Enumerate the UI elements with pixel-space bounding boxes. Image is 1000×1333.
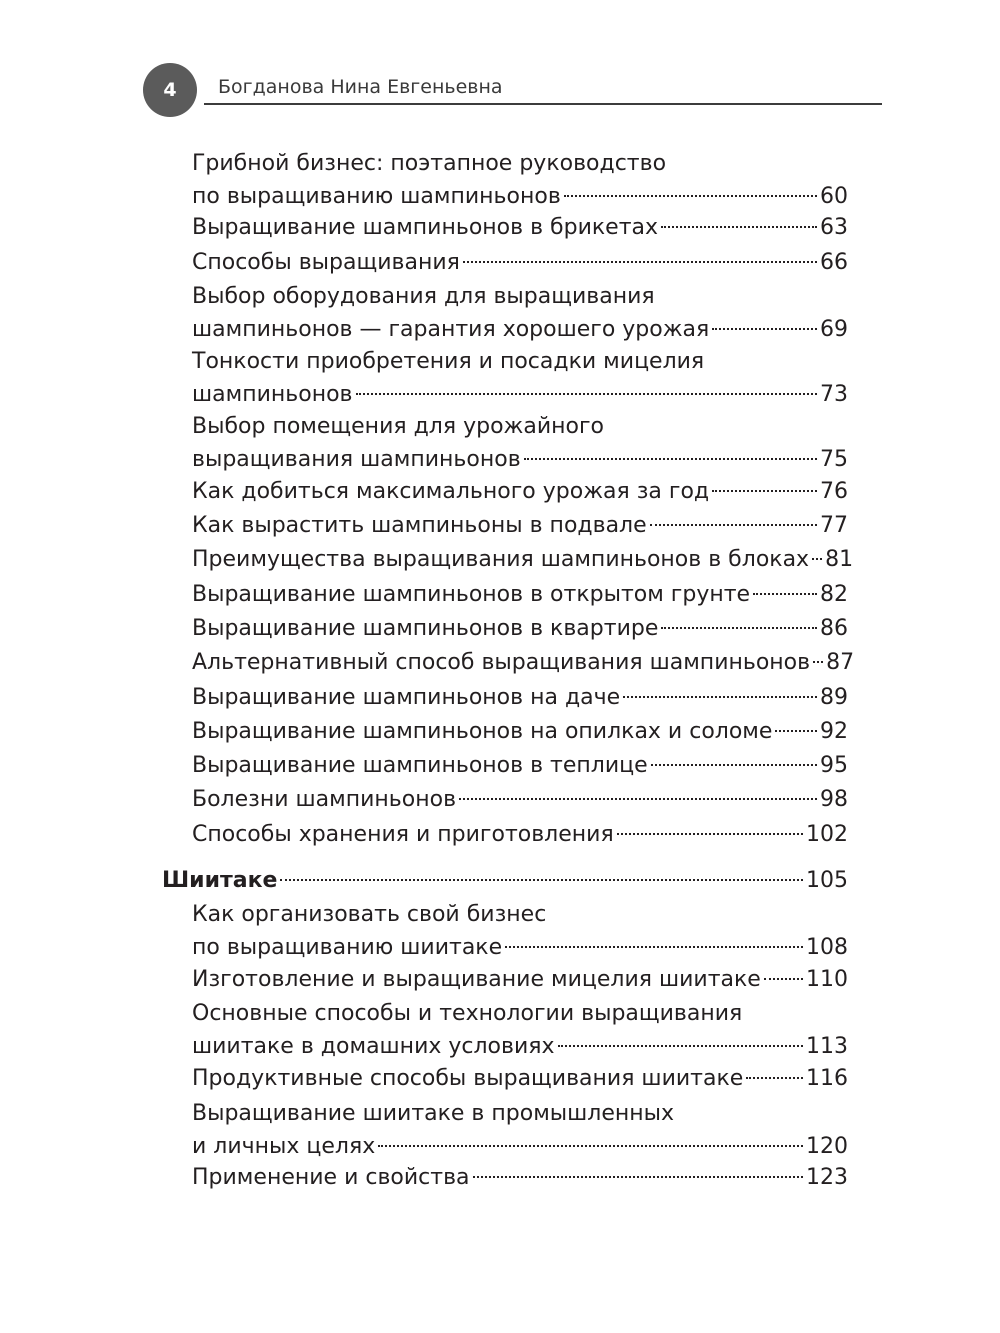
toc-entry-title: Выращивание шампиньонов в брикетах xyxy=(192,215,659,240)
dot-leader xyxy=(463,261,817,263)
toc-entry-title: шампиньонов — гарантия хорошего урожая xyxy=(192,317,710,342)
dot-leader xyxy=(378,1145,803,1147)
toc-entry[interactable] xyxy=(192,1161,848,1194)
toc-entry[interactable] xyxy=(192,280,848,346)
toc-entry[interactable] xyxy=(192,749,848,782)
toc-entry-title: Преимущества выращивания шампиньонов в блоках xyxy=(192,547,810,572)
toc-entry-page: 89 xyxy=(820,685,848,710)
toc-entry-title: Способы хранения и приготовления xyxy=(192,822,614,847)
toc-entry-page: 69 xyxy=(820,317,848,342)
toc-entry-title: по выращиванию шампиньонов xyxy=(192,184,561,209)
toc-entry-page: 92 xyxy=(820,719,848,744)
toc-entry[interactable] xyxy=(192,612,848,645)
toc-entry-title: Способы выращивания xyxy=(192,250,460,275)
dot-leader xyxy=(564,195,817,197)
toc-entry[interactable] xyxy=(192,898,848,964)
toc-entry[interactable] xyxy=(192,715,848,748)
toc-entry-page: 116 xyxy=(806,1066,848,1091)
toc-entry[interactable] xyxy=(192,1062,848,1095)
dot-leader xyxy=(459,798,817,800)
toc-entry-page: 123 xyxy=(806,1165,848,1190)
toc-entry-title: шиитаке в домашних условиях xyxy=(192,1034,555,1059)
header-rule xyxy=(204,103,882,105)
toc-entry[interactable] xyxy=(192,509,848,542)
toc-entry-title: Применение и свойства xyxy=(192,1165,470,1190)
toc-entry-title: по выращиванию шиитаке xyxy=(192,935,503,960)
toc-entry-title: Выращивание шампиньонов в открытом грунте xyxy=(192,582,751,607)
dot-leader xyxy=(746,1077,803,1079)
toc-entry-title-line1: Выбор помещения для урожайного xyxy=(192,414,604,439)
toc-entry-title: Альтернативный способ выращивания шампиньонов xyxy=(192,650,811,675)
dot-leader xyxy=(623,696,817,698)
toc-entry-page: 81 xyxy=(825,547,854,572)
toc-entry[interactable] xyxy=(192,543,854,576)
toc-entry-page: 76 xyxy=(820,479,848,504)
toc-entry-title: Как вырастить шампиньоны в подвале xyxy=(192,513,647,538)
toc-entry-title: Продуктивные способы выращивания шиитаке xyxy=(192,1066,744,1091)
toc-entry-title-line1: Выбор оборудования для выращивания xyxy=(192,284,655,309)
toc-entry-title: Выращивание шампиньонов на даче xyxy=(192,685,621,710)
dot-leader xyxy=(356,393,817,395)
toc-entry-title: Как добиться максимального урожая за год xyxy=(192,479,710,504)
toc-entry-page: 95 xyxy=(820,753,848,778)
toc-entry[interactable] xyxy=(192,211,848,244)
dot-leader xyxy=(661,627,817,629)
toc-entry-title-line1: Тонкости приобретения и посадки мицелия xyxy=(192,349,705,374)
dot-leader xyxy=(753,593,817,595)
toc-entry-page: 108 xyxy=(806,935,848,960)
dot-leader xyxy=(712,328,817,330)
dot-leader xyxy=(775,730,817,732)
toc-entry-page: 66 xyxy=(820,250,848,275)
dot-leader xyxy=(617,833,803,835)
toc-entry-page: 110 xyxy=(806,967,848,992)
toc-entry[interactable] xyxy=(192,1097,848,1163)
toc-entry[interactable] xyxy=(192,410,848,476)
toc-entry-title: Изготовление и выращивание мицелия шиитаке xyxy=(192,967,761,992)
toc-entry-title: выращивания шампиньонов xyxy=(192,447,521,472)
toc-entry-title: Болезни шампиньонов xyxy=(192,787,457,812)
toc-entry[interactable] xyxy=(192,818,848,851)
page-number-badge: 4 xyxy=(143,63,197,117)
toc-entry[interactable] xyxy=(192,345,848,411)
dot-leader xyxy=(661,226,817,228)
toc-entry-page: 73 xyxy=(820,382,848,407)
toc-entry-page: 105 xyxy=(806,868,848,893)
dot-leader xyxy=(524,458,817,460)
toc-entry-page: 77 xyxy=(820,513,848,538)
toc-entry-title: Выращивание шампиньонов в теплице xyxy=(192,753,648,778)
toc-entry-title-line1: Как организовать свой бизнес xyxy=(192,902,547,927)
toc-entry-page: 120 xyxy=(806,1134,848,1159)
running-header-author: Богданова Нина Евгеньевна xyxy=(218,76,503,98)
toc-entry[interactable] xyxy=(192,475,848,508)
dot-leader xyxy=(712,490,817,492)
toc-entry-page: 102 xyxy=(806,822,848,847)
toc-entry-title: Выращивание шампиньонов в квартире xyxy=(192,616,659,641)
toc-section-title: Шиитаке xyxy=(162,868,278,893)
dot-leader xyxy=(280,879,803,881)
toc-entry[interactable] xyxy=(192,997,848,1063)
toc-entry-title: шампиньонов xyxy=(192,382,353,407)
toc-entry-page: 113 xyxy=(806,1034,848,1059)
toc-entry-page: 75 xyxy=(820,447,848,472)
dot-leader xyxy=(558,1045,803,1047)
dot-leader xyxy=(812,558,822,560)
toc-entry[interactable] xyxy=(192,246,848,279)
dot-leader xyxy=(505,946,803,948)
toc-entry-page: 98 xyxy=(820,787,848,812)
toc-entry[interactable] xyxy=(192,681,848,714)
toc-section-entry[interactable] xyxy=(162,864,848,897)
toc-entry-page: 87 xyxy=(826,650,855,675)
dot-leader xyxy=(473,1176,803,1178)
dot-leader xyxy=(651,764,817,766)
toc-entry[interactable] xyxy=(192,646,855,679)
toc-entry[interactable] xyxy=(192,578,848,611)
dot-leader xyxy=(650,524,817,526)
toc-entry-title-line1: Грибной бизнес: поэтапное руководство xyxy=(192,151,667,176)
toc-entry-page: 63 xyxy=(820,215,848,240)
toc-entry-page: 82 xyxy=(820,582,848,607)
toc-entry-title-line1: Основные способы и технологии выращивания xyxy=(192,1001,743,1026)
toc-entry[interactable] xyxy=(192,783,848,816)
toc-entry-title-line1: Выращивание шиитаке в промышленных xyxy=(192,1101,675,1126)
toc-entry-title: и личных целях xyxy=(192,1134,376,1159)
toc-entry[interactable] xyxy=(192,963,848,996)
toc-entry-page: 86 xyxy=(820,616,848,641)
toc-entry-title: Выращивание шампиньонов на опилках и соломе xyxy=(192,719,773,744)
dot-leader xyxy=(764,978,803,980)
dot-leader xyxy=(813,661,823,663)
toc-entry[interactable] xyxy=(192,147,848,213)
toc-entry-page: 60 xyxy=(820,184,848,209)
